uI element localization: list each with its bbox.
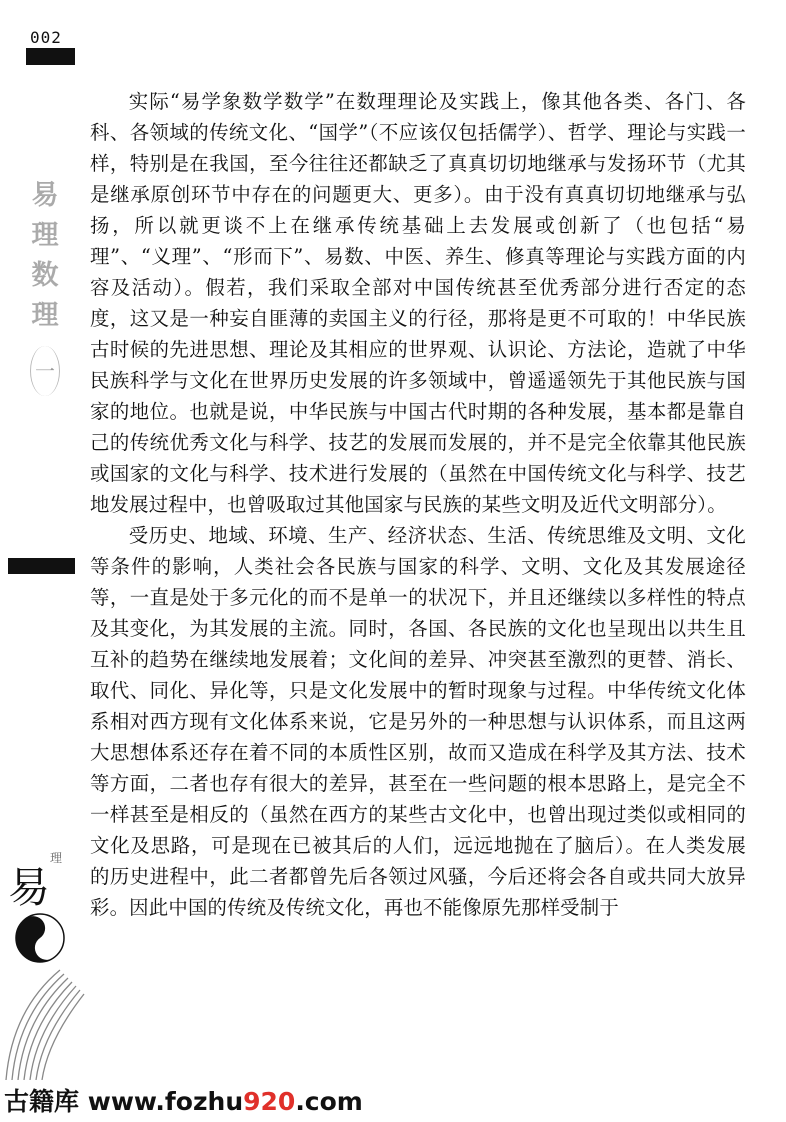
side-title-char: 理 [31,300,59,331]
yin-yang-decoration [0,850,90,1080]
paragraph: 受历史、地域、环境、生产、经济状态、生活、传统思维及文明、文化等条件的影响，人类社会各民族与国家的科学、文明、文化及其发展途径等，一直是处于多元化的而不是单一的状况下，并且还继续以多样性的特点及其变化，为其发展的主流。同时，各国、各民族的文化也呈现出以共生且互补的趋势在继续地发展着；文化间的差异、冲突甚至激烈的更替、消长、取代、同化、异化等，只是文化发展中的暂时现象与过程。中华传统文化体系相对西方现有文化体系来说，它是另外的一种思想与认识体系，而且这两大思想体系还存在着不同的本质性区别，故而又造成在科学及其方法、技术等方面，二者也存有很大的差异，甚至在一些问题的根本思路上，是完全不一样甚至是相反的（虽然在西方的某些古文化中，也曾出现过类似或相同的文化及思路，可是现在已被其后的人们，远远地抛在了脑后）。在人类发展的历史进程中，此二者都曾先后各领过风骚，今后还将会各自或共同大放异彩。因此中国的传统及传统文化，再也不能像原先那样受制于 [90,524,746,919]
yin-yang-icon [16,905,73,965]
swoosh-lines-icon [6,970,84,1080]
footer-watermark [4,1082,363,1118]
header-bar [26,48,75,65]
paragraph: 实际“易学象数学数学”在数理理论及实践上，像其他各类、各门、各科、各领域的传统文化、“国学”（不应该仅包括儒学）、哲学、理论与实践一样，特别是在我国，至今往往还都缺乏了真真切切地继承与发扬环节（尤其是继承原创环节中存在的问题更大、更多）。由于没有真真切切地继承与弘扬，所以就更谈不上在继承传统基础上去发展或创新了（也包括“易理”、“义理”、“形而下”、易数、中医、养生、修真等理论与实践方面的内容及活动）。假若，我们采取全部对中国传统甚至优秀部分进行否定的态度，这又是一种妄自匪薄的卖国主义的行径，那将是更不可取的！中华民族古时候的先进思想、理论及其相应的世界观、认识论、方法论，造就了中华民族科学与文化在世界历史发展的许多领域中，曾遥遥领先于其他民族与国家的地位。也就是说，中华民族与中国古代时期的各种发展，基本都是靠自己的传统优秀文化与科学、技艺的发展而发展的，并不是完全依靠其他民族或国家的文化与科学、技术进行发展的（虽然在中国传统文化与科学、技艺地发展过程中，也曾吸取过其他国家与民族的某些文明及近代文明部分）。 [90,90,746,516]
side-title-char: 易 [31,180,59,211]
decoration-char: 易 [8,863,51,912]
site-name: 古籍库 [4,1087,80,1116]
site-url [88,1087,363,1116]
side-title-volume: 一 [30,346,60,396]
side-title [28,176,62,396]
body-text [90,86,746,923]
url-suffix: .com [295,1087,363,1116]
page-number: 002 [30,28,62,47]
side-title-char: 理 [31,220,59,251]
url-prefix: www.fozhu [87,1087,244,1116]
side-title-char: 数 [31,260,59,291]
side-bar [8,558,75,574]
decoration-small-char: 理 [50,851,63,865]
url-number: 920 [243,1087,296,1116]
